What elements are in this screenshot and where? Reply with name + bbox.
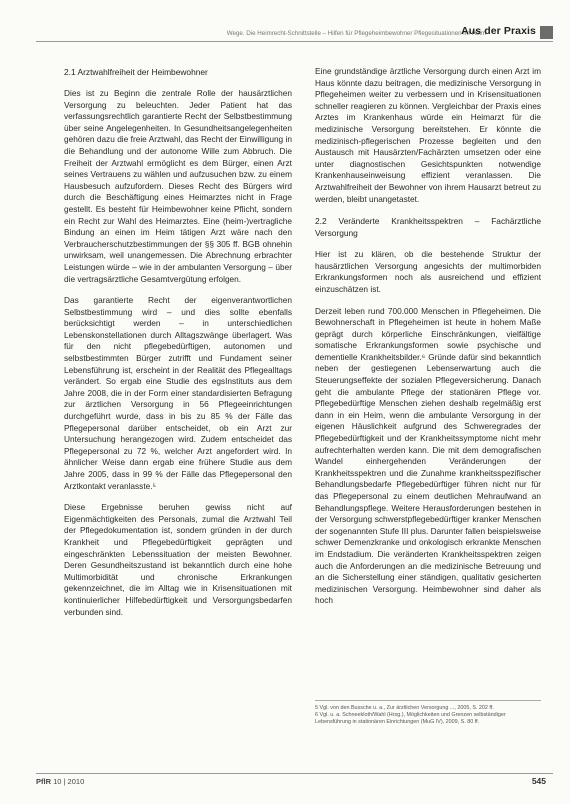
section-heading-2-2: 2.2 Veränderte Krankheitsspektren – Fachärztliche Versorgung bbox=[315, 216, 541, 239]
footnote: 6 Vgl. u. a. Schneekloth/Wahl (Hrsg.), Möglichkeiten und Grenzen selbständiger Lebensführung in stationären Einrichtungen (MuG IV), 2009, S. 80 ff. bbox=[315, 712, 506, 726]
paragraph: Diese Ergebnisse beruhen gewiss nicht auf Eigenmächtigkeiten des Personals, zumal die Arztwahl Teil der Pflegedokumentation ist, sondern gründen in der durch Krankheit und Pflegebedürftigkeit geprägten und eingeschränkten Lebenssituation der meisten Bewohner. Deren Gesundheitszustand ist bekanntlich durch eine hohe Multimorbidität und chronische Erkrankungen gekennzeichnet, die im Alltag wie in Krisensituationen mit kontinuierlicher Hilfebedürftigkeit und Versorgungsbedarfen verbunden sind. bbox=[64, 502, 292, 617]
issue-number: 10 | 2010 bbox=[53, 777, 85, 786]
footer-rule bbox=[36, 773, 553, 774]
paragraph: Dies ist zu Beginn die zentrale Rolle der hausärztlichen Versorgung zu beleuchten. Jeder Patient hat das verfassungsrechtlich garantierte Recht der Selbstbestimmung über seine Angelegenheiten. In Gesundheitsangelegenheiten gehören dazu die freie Arztwahl, das Recht der Einwilligung in die Behandlung und der autonome Wille zum Abbruch. Die Freiheit der Arztwahl ermöglicht es dem Bürger, einen Arzt seines Vertrauens zu wählen und aufzusuchen bzw. zu einem Hausbesuch aufzufordern. Dieses Recht des Bürgers wird durch die Beschäftigung eines Heimarztes nicht in Frage gestellt. Es besteht für Heimbewohner keine Pflicht, sondern ein Recht zur Wahl des Heimarztes. Eine (heim-)vertragliche Bindung an einen im Heim tätigen Arzt wäre nach den Verbraucherschutzbestimmungen der §§ 305 ff. BGB ohnehin unwirksam, weil unangemessen. Die Abrechnung erbrachter Leistungen würde – wie in der ambulanten Versorgung – über die vertragsärztliche Gesamtvergütung erfolgen. bbox=[64, 88, 292, 284]
paragraph: Eine grundständige ärztliche Versorgung durch einen Arzt im Haus könnte dazu beitragen, die medizinische Versorgung in Pflegeheimen weiter zu verbessern und in Krisensituationen schneller reagieren zu können. Vergleichbar der Praxis eines Arztes im Krankenhaus würde ein Heimarzt für die medizinische Versorgung bereitstehen. Er könnte die medizinisch-pflegerischen Prozesse begleiten und den Austausch mit Hausärzten/Fachärzten umsetzen oder eine unter diagnostischen Gesichtspunkten notwendige Krankenhauseinweisung effizient veranlassen. Die Arztwahlfreiheit der Bewohner von ihrem Hausarzt betreut zu werden, bleibt unangetastet. bbox=[315, 66, 541, 204]
paragraph: Das garantierte Recht der eigenverantwortlichen Selbstbestimmung wird – und dies sollte ebenfalls berücksichtigt werden – in unterschiedlichen Lebenskonstellationen durch Alltagszwänge überlagert. Was für den nicht pflegebedürftigen, autonomen und selbstbestimmten Bürger zutrifft und Fundament seiner Lebensführung ist, erscheint in der Realität des Pflegealltags verändert. So ergab eine Studie des egsInstituts aus dem Jahre 2008, die in der Form einer standardisierten Befragung zur ärztlichen Versorgung in 56 Pflegeeinrichtungen durchgeführt wurde, dass in bis zu 85 % der Fälle das Pflegepersonal darüber entscheidet, ob ein Arzt zur Untersuchung herangezogen wird. Zudem entscheidet das Pflegepersonal zu 72 %, welcher Arzt angefordert wird. In ähnlicher Weise dann ergab eine frühere Studie aus dem Jahre 2005, dass in 99 % der Fälle das Pflegepersonal den Arztkontakt veranlasste.⁵ bbox=[64, 295, 292, 491]
right-column bbox=[315, 66, 541, 617]
footnotes bbox=[315, 700, 541, 727]
section-heading-2-1: 2.1 Arztwahlfreiheit der Heimbewohner bbox=[64, 67, 208, 77]
footnote: 5 Vgl. von den Bussche u. a., Zur ärztlichen Versorgung ..., 2005, S. 202 ff. bbox=[315, 705, 494, 711]
paragraph: Derzeit leben rund 700.000 Menschen in Pflegeheimen. Die Bewohnerschaft in Pflegeheimen ist heute in hohem Maße geprägt durch körperliche Einschränkungen, vielfältige somatische Erkrankungsformen sowie psychische und dementielle Krankheitsbilder.⁶ Gründe dafür sind bekanntlich neben der gestiegenen Lebenserwartung auch die Steuerungseffekte der sozialen Pflegeversicherung. Danach geht die ambulante Pflege der stationären Pflege vor. Pflegebedürftige Menschen ziehen deshalb regelmäßig erst dann in ein Heim, wenn die ambulante Versorgung in der eigenen Häuslichkeit aufgrund des Schweregrades der Pflegebedürftigkeit und der Krankheitssymptome nicht mehr aufrechterhalten werden kann. Die mit dem demografischen Wandel einhergehenden Veränderungen der Krankheitsspektren und die Zunahme krankheitsspezifischer Behandlungsbedarfe Pflegebedürftiger führen nicht nur für das Pflegepersonal zu einem deutlichen Mehraufwand an Behandlungspflege. Weitere Herausforderungen bestehen in der Versorgung schwerstpflegebedürftiger kranker Menschen der sogenannten Stufe III plus. Darunter fallen beispielsweise schwer Demenzkranke und onkologisch erkrankte Menschen im Endstadium. Die veränderten Krankheitsspektren zeigen auch die Anforderungen an die medizinische Betreuung und an die Sicherstellung einer ständigen, qualitativ gesicherten medizinischen Versorgung. Heimbewohner sind daher als hoch bbox=[315, 305, 541, 606]
running-title: Wege. Die Heimrecht-Schnittstelle – Hilfen für Pflegeheimbewohner Pflegesituationen im Heim bbox=[226, 30, 486, 37]
left-column bbox=[64, 66, 292, 628]
journal-name: PflR bbox=[36, 777, 51, 786]
section-label: Aus der Praxis bbox=[461, 25, 536, 37]
journal-reference bbox=[36, 777, 84, 786]
paragraph: Hier ist zu klären, ob die bestehende Struktur der hausärztlichen Versorgung angesichts der multimorbiden Erkrankungsformen noch als ausreichend und effizient einzuschätzen ist. bbox=[315, 249, 541, 294]
header-rule bbox=[36, 41, 553, 42]
section-marker-square bbox=[540, 26, 553, 39]
page-number: 545 bbox=[531, 776, 546, 786]
page-header bbox=[0, 0, 570, 44]
